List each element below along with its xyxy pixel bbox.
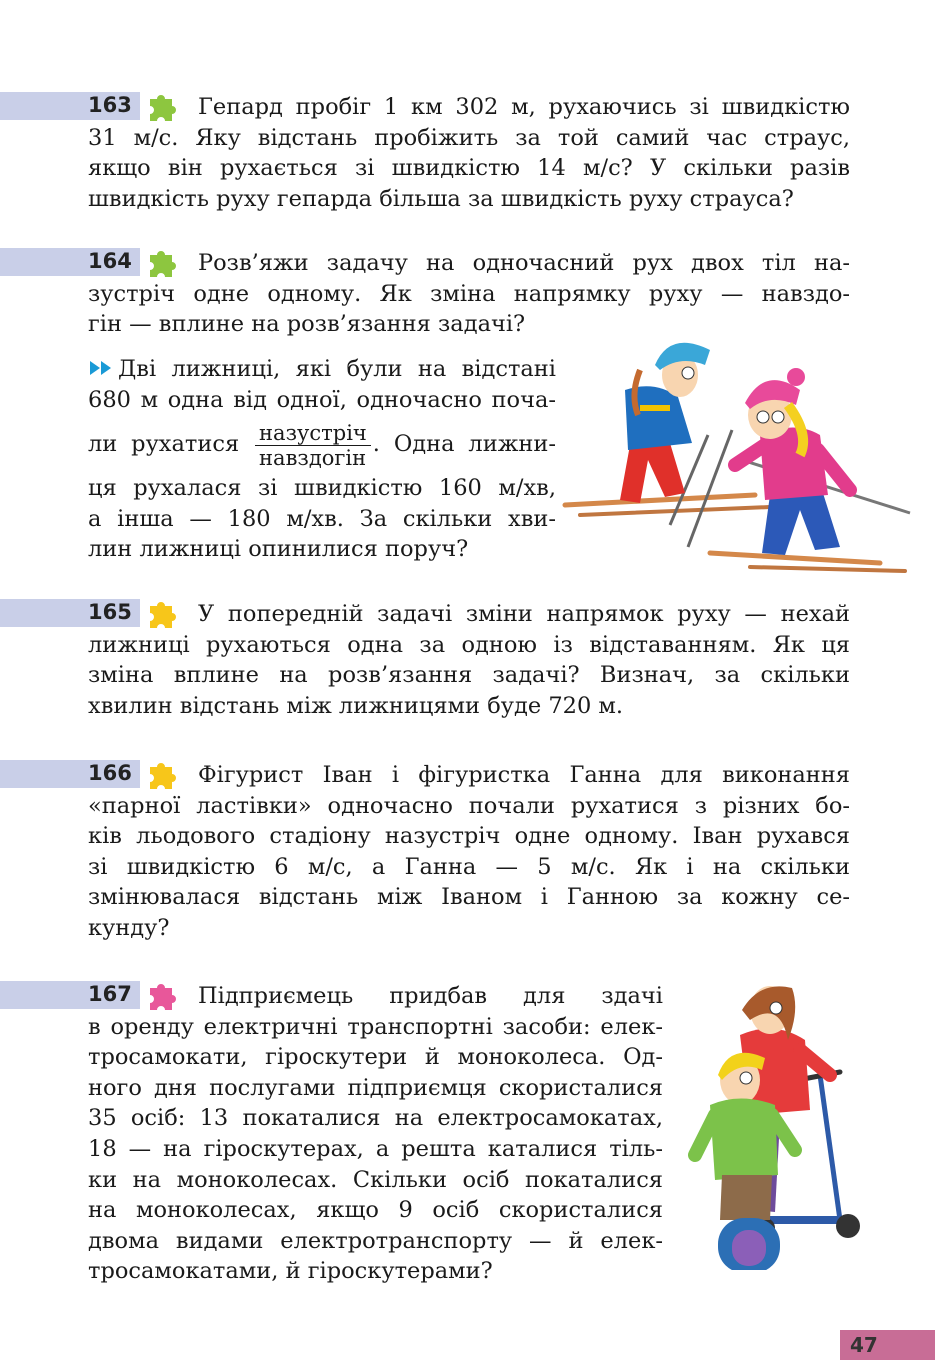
riders-illustration	[680, 980, 885, 1270]
text-line: 31 м/с. Яку відстань пробіжить за той самий час страус,	[88, 124, 850, 151]
text-line: ки на моноколесах. Скільки осіб покаталися	[88, 1166, 663, 1193]
subtask-line: лин лижниці опинилися поруч?	[88, 536, 469, 563]
text-line: Розв’яжи задачу на одночасний рух двох тіл на-	[198, 250, 850, 276]
page-number: 47	[850, 1333, 878, 1357]
subtask-line: . Одна лижни-	[372, 431, 556, 458]
text-line: змінювалася відстань між Іваном і Ганною за кожну се-	[88, 884, 850, 911]
text-line: гін — вплине на розв’язання задачі?	[88, 311, 526, 338]
text-line: зустріч одне одному. Як зміна напрямку руху — навздо-	[88, 280, 850, 307]
text-line: на моноколесах, якщо 9 осіб скористалися	[88, 1197, 663, 1224]
text-line: кунду?	[88, 914, 170, 941]
text-line: швидкість руху гепарда більша за швидкість руху страуса?	[88, 185, 794, 212]
fraction-bottom: навздогін	[259, 445, 367, 470]
text-line: 18 — на гіроскутерах, а решта каталися тіль-	[88, 1135, 663, 1162]
text-line: зміна вплине на розв’язання задачі? Визнач, за скільки	[88, 662, 850, 689]
problem-text	[88, 981, 663, 1287]
text-line: якщо він рухається зі швидкістю 14 м/с? У скільки разів	[88, 155, 850, 182]
text-line: ків льодового стадіону назустріч одне одному. Іван рухався	[88, 823, 850, 850]
text-line: тросамокати, гіроскутери й моноколеса. Од-	[88, 1044, 663, 1071]
text-line: в оренду електричні транспортні засоби: елек-	[88, 1013, 663, 1040]
text-line: У попередній задачі зміни напрямок руху — нехай	[198, 601, 850, 627]
problem-number: 163	[88, 93, 132, 117]
text-line: Підприємець придбав для здачі	[198, 983, 663, 1009]
double-arrow-icon	[88, 358, 118, 378]
direction-fraction	[255, 421, 371, 470]
subtask-line: 680 м одна від одної, одночасно поча-	[88, 386, 556, 413]
problem-number: 164	[88, 249, 132, 273]
text-line: лижниці рухаються одна за одною із відставанням. Як ця	[88, 631, 850, 658]
subtask-164	[88, 354, 556, 565]
problem-number: 167	[88, 982, 132, 1006]
text-line: двома видами електротранспорту — й елек-	[88, 1227, 663, 1254]
problem-number: 165	[88, 600, 132, 624]
text-line: Гепард пробіг 1 км 302 м, рухаючись зі швидкістю	[198, 94, 850, 120]
subtask-line: Дві лижниці, які були на відстані	[118, 356, 556, 382]
problem-text	[88, 599, 850, 721]
problem-number: 166	[88, 761, 132, 785]
text-line: тросамокатами, й гіроскутерами?	[88, 1258, 493, 1285]
problem-text	[88, 760, 850, 944]
text-line: 35 осіб: 13 покаталися на електросамокатах,	[88, 1105, 663, 1132]
fraction-top: назустріч	[255, 421, 371, 446]
subtask-line: ли рухатися	[88, 431, 240, 458]
text-line: Фігурист Іван і фігуристка Ганна для виконання	[198, 762, 850, 788]
subtask-line: а інша — 180 м/хв. За скільки хви-	[88, 505, 556, 532]
subtask-line: ця рухалася зі швидкістю 160 м/хв,	[88, 475, 556, 502]
problem-text	[88, 92, 850, 214]
skiers-illustration	[560, 325, 920, 575]
text-line: «парної ластівки» одночасно почали рухатися з різних бо-	[88, 792, 850, 819]
text-line: ного дня послугами підприємця скористалися	[88, 1074, 663, 1101]
text-line: зі швидкістю 6 м/с, а Ганна — 5 м/с. Як і на скільки	[88, 853, 850, 880]
text-line: хвилин відстань між лижницями буде 720 м.	[88, 692, 624, 719]
